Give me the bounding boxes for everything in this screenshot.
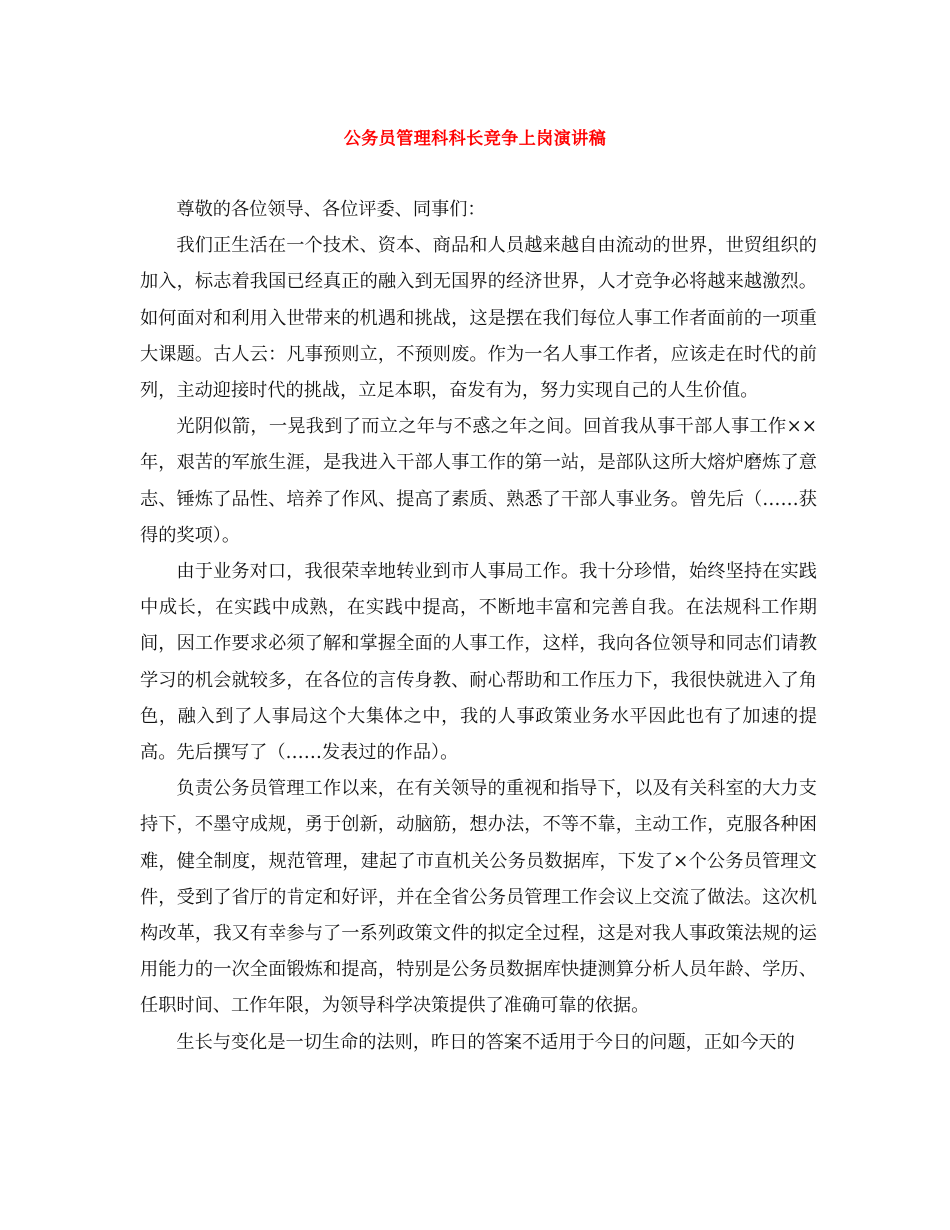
paragraph-2: 光阴似箭，一晃我到了而立之年与不惑之年之间。回首我从事干部人事工作××年，艰苦的军旅生涯，是我进入干部人事工作的第一站，是部队这所大熔炉磨炼了意志、锤炼了品性、培养了作风、提高了素质、熟悉了干部人事业务。曾先后（……获得的奖项）。 <box>140 416 817 546</box>
paragraph-5: 生长与变化是一切生命的法则，昨日的答案不适用于今日的问题，正如今天的 <box>176 1031 795 1053</box>
paragraph-1: 我们正生活在一个技术、资本、商品和人员越来越自由流动的世界，世贸组织的加入，标志着我国已经真正的融入到无国界的经济世界，人才竞争必将越来越激烈。如何面对和利用入世带来的机遇和挑战，这是摆在我们每位人事工作者面前的一项重大课题。古人云：凡事预则立，不预则废。作为一名人事工作者，应该走在时代的前列，主动迎接时代的挑战，立足本职，奋发有为，努力实现自己的人生价值。 <box>140 235 817 402</box>
paragraph-greeting: 尊敬的各位领导、各位评委、同事们： <box>176 199 486 220</box>
document-title: 公务员管理科科长竞争上岗演讲稿 <box>343 129 607 149</box>
document-body <box>140 192 817 1061</box>
paragraph-3: 由于业务对口，我很荣幸地转业到市人事局工作。我十分珍惜，始终坚持在实践中成长，在实践中成熟，在实践中提高，不断地丰富和完善自我。在法规科工作期间，因工作要求必须了解和掌握全面的人事工作，这样，我向各位领导和同志们请教学习的机会就较多，在各位的言传身教、耐心帮助和工作压力下，我很快就进入了角色，融入到了人事局这个大集体之中，我的人事政策业务水平因此也有了加速的提高。先后撰写了（……发表过的作品）。 <box>140 561 817 764</box>
paragraph-4: 负责公务员管理工作以来，在有关领导的重视和指导下，以及有关科室的大力支持下，不墨守成规，勇于创新，动脑筋，想办法，不等不靠，主动工作，克服各种困难，健全制度，规范管理，建起了市直机关公务员数据库，下发了×个公务员管理文件，受到了省厅的肯定和好评，并在全省公务员管理工作会议上交流了做法。这次机构改革，我又有幸参与了一系列政策文件的拟定全过程，这是对我人事政策法规的运用能力的一次全面锻炼和提高，特别是公务员数据库快捷测算分析人员年龄、学历、任职时间、工作年限，为领导科学决策提供了准确可靠的依据。 <box>140 778 817 1017</box>
